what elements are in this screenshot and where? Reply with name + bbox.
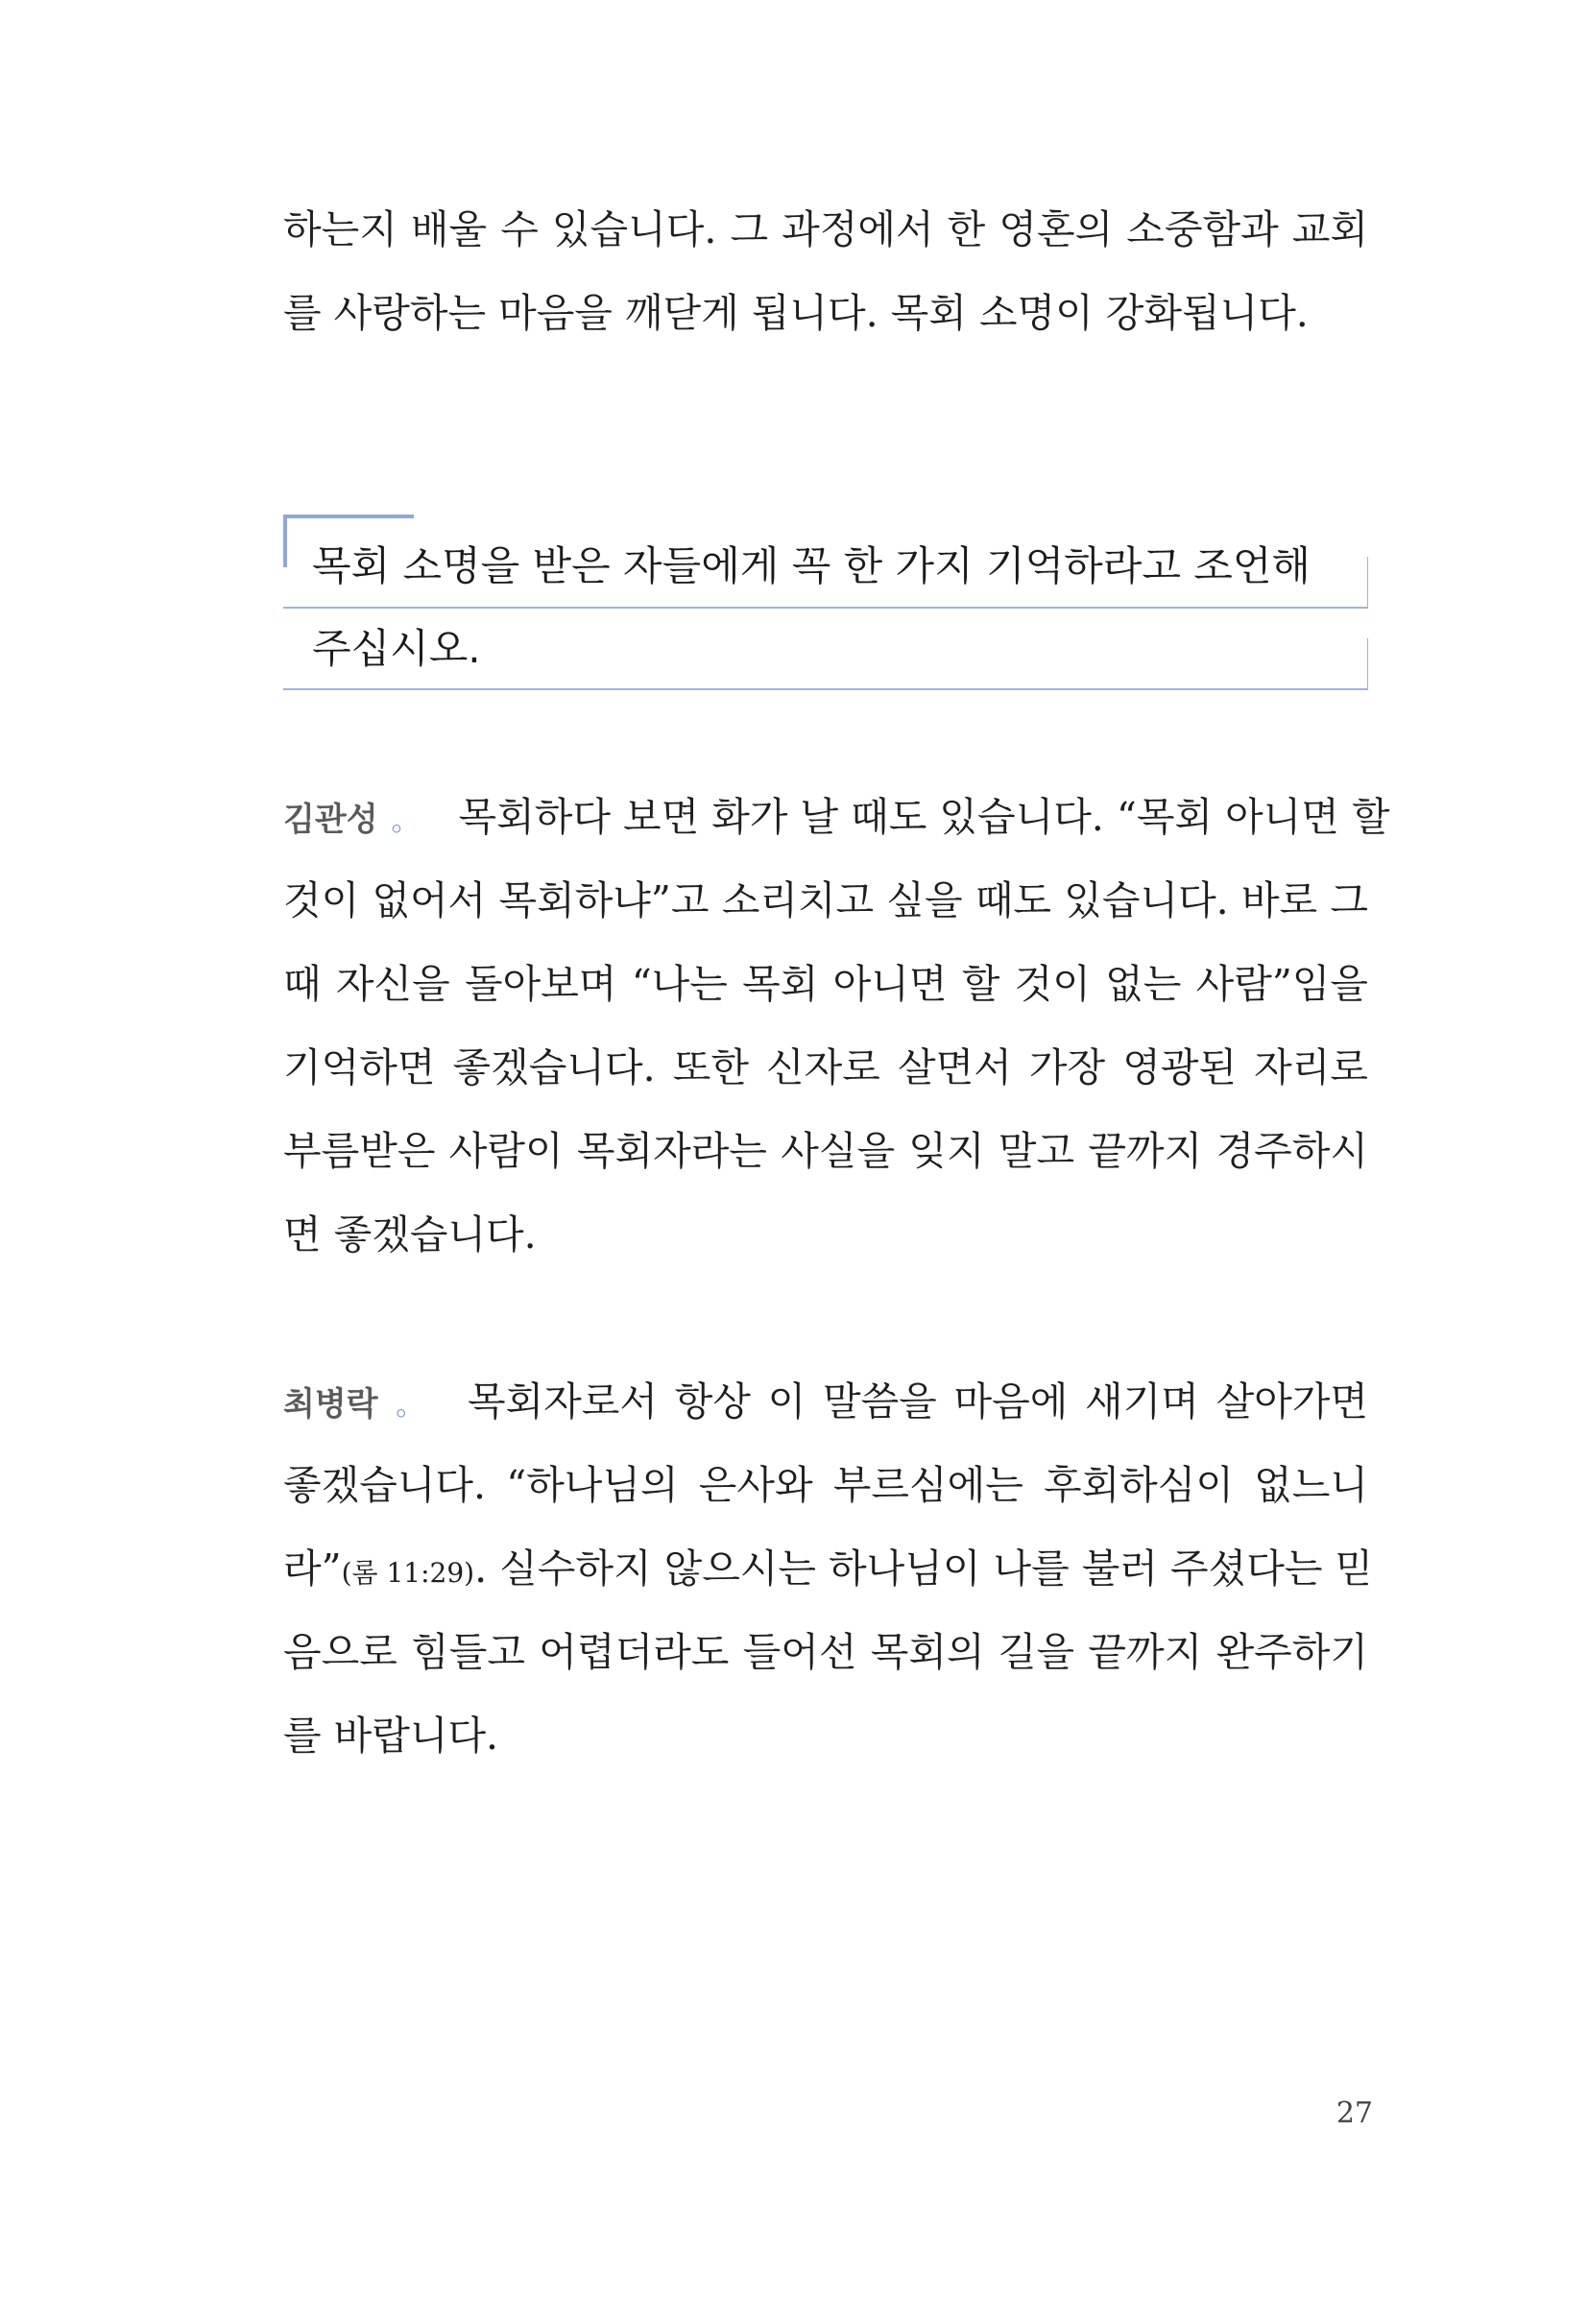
scripture-citation: (롬 11:29) (341, 1557, 475, 1589)
speaker-marker: 。 (391, 804, 421, 838)
answer-text: 목회하다 보면 화가 날 때도 있습니다. “목회 아니면 할 (458, 794, 1390, 840)
question-line: 목회 소명을 받은 자들에게 꼭 한 가지 기억하라고 조언해 (312, 542, 1311, 589)
answer-line: 좋겠습니다. “하나님의 은사와 부르심에는 후회하심이 없느니 (283, 1462, 1368, 1508)
question-box (283, 515, 1368, 693)
answer-line (283, 1542, 1374, 1600)
answer-text: . 실수하지 않으시는 하나님이 나를 불러 주셨다는 믿 (474, 1545, 1374, 1592)
answer-text: 라” (283, 1545, 342, 1592)
answer-line: 면 좋겠습니다. (283, 1211, 537, 1258)
question-line: 주십시오. (312, 625, 481, 672)
intro-line: 하는지 배울 수 있습니다. 그 과정에서 한 영혼의 소중함과 교회 (283, 206, 1368, 252)
answer-line: 음으로 힘들고 어렵더라도 들어선 목회의 길을 끝까지 완주하기 (283, 1629, 1368, 1675)
answer-first-line (283, 790, 1390, 849)
answer-line: 기억하면 좋겠습니다. 또한 신자로 살면서 가장 영광된 자리로 (283, 1044, 1368, 1090)
speaker-name: 최병락 (283, 1385, 378, 1424)
page-number: 27 (1335, 2096, 1373, 2130)
intro-line: 를 사랑하는 마음을 깨닫게 됩니다. 목회 소명이 강화됩니다. (283, 290, 1309, 336)
answer-line: 를 바랍니다. (283, 1713, 499, 1759)
speaker-marker: 。 (391, 1389, 429, 1423)
answer-line: 때 자신을 돌아보며 “나는 목회 아니면 할 것이 없는 사람”임을 (283, 961, 1368, 1007)
answer-text: 목회자로서 항상 이 말씀을 마음에 새기며 살아가면 (467, 1378, 1369, 1425)
answer-first-line (283, 1375, 1368, 1433)
answer-line: 부름받은 사람이 목회자라는 사실을 잊지 말고 끝까지 경주하시 (283, 1128, 1368, 1174)
speaker-name: 김관성 (283, 801, 378, 839)
answer-line: 것이 없어서 목회하냐”고 소리치고 싶을 때도 있습니다. 바로 그 (283, 877, 1368, 923)
